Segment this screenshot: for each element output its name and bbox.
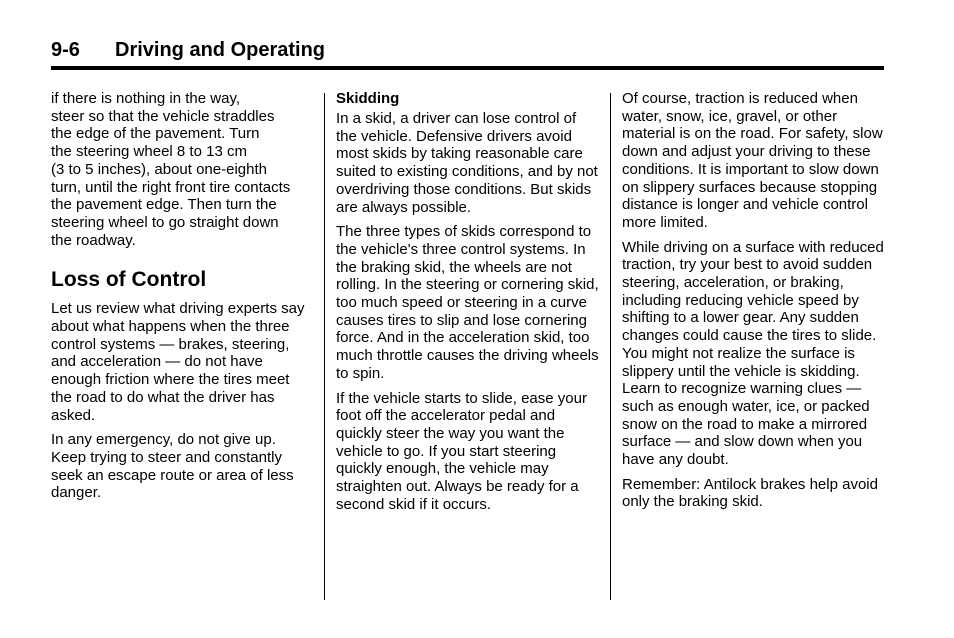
body-paragraph: In any emergency, do not give up. Keep trying to steer and constantly seek an escape route or area of less danger. xyxy=(51,431,294,502)
intro-line: the roadway. xyxy=(51,231,136,249)
intro-paragraph xyxy=(51,90,313,249)
intro-line: if there is nothing in the way, xyxy=(51,90,240,107)
column-divider xyxy=(324,93,325,600)
intro-line: the steering wheel 8 to 13 cm xyxy=(51,143,247,161)
intro-line: steering wheel to go straight down xyxy=(51,213,279,231)
page-header xyxy=(51,38,884,70)
intro-line: turn, until the right front tire contacts xyxy=(51,178,291,196)
body-paragraph: In a skid, a driver can lose control of the vehicle. Defensive drivers avoid most skids by taking reasonable care suited to existing conditions, and by not overdriving those conditions. But skids are always possible. xyxy=(336,110,598,216)
intro-line: (3 to 5 inches), about one-eighth xyxy=(51,160,267,178)
body-paragraph: Let us review what driving experts say about what happens when the three control systems — brakes, steering, and acceleration — do not have enough friction where the tires meet the road to do what the driver has asked. xyxy=(51,300,305,424)
body-paragraph: The three types of skids correspond to the vehicle's three control systems. In the braking skid, the wheels are not rolling. In the steering or cornering skid, too much speed or steering in a curve causes tires to slip and lose cornering force. And in the acceleration skid, too much throttle causes the driving wheels to spin. xyxy=(336,223,599,382)
intro-line: the pavement edge. Then turn the xyxy=(51,196,277,214)
page-number: 9-6 xyxy=(51,39,80,61)
column-left xyxy=(51,90,313,509)
intro-line: the edge of the pavement. Turn xyxy=(51,125,260,143)
body-paragraph: Of course, traction is reduced when water, snow, ice, gravel, or other material is on the road. For safety, slow down and adjust your driving to these conditions. It is important to slow down on slippery surfaces because stopping distance is longer and vehicle control more limited. xyxy=(622,90,883,231)
column-divider xyxy=(610,93,611,600)
body-paragraph: While driving on a surface with reduced traction, try your best to avoid sudden steering, acceleration, or braking, including reducing vehicle speed by shifting to a lower gear. Any sudden changes could cause the tires to slide. You might not realize the surface is slippery until the vehicle is skidding. Learn to recognize warning clues — such as enough water, ice, or packed snow on the road to make a mirrored surface — and slow down when you have any doubt. xyxy=(622,238,884,469)
body-paragraph: Remember: Antilock brakes help avoid only the braking skid. xyxy=(622,475,878,511)
column-middle xyxy=(336,90,600,520)
body-paragraph: If the vehicle starts to slide, ease your foot off the accelerator pedal and quickly steer the way you want the vehicle to go. If you start steering quickly enough, the vehicle may straighten out. Always be ready for a second skid if it occurs. xyxy=(336,389,587,513)
loss-of-control-heading: Loss of Control xyxy=(51,268,207,292)
intro-line: steer so that the vehicle straddles xyxy=(51,107,275,125)
column-right xyxy=(622,90,886,518)
section-title: Driving and Operating xyxy=(115,39,326,61)
skidding-subheading: Skidding xyxy=(336,90,400,107)
